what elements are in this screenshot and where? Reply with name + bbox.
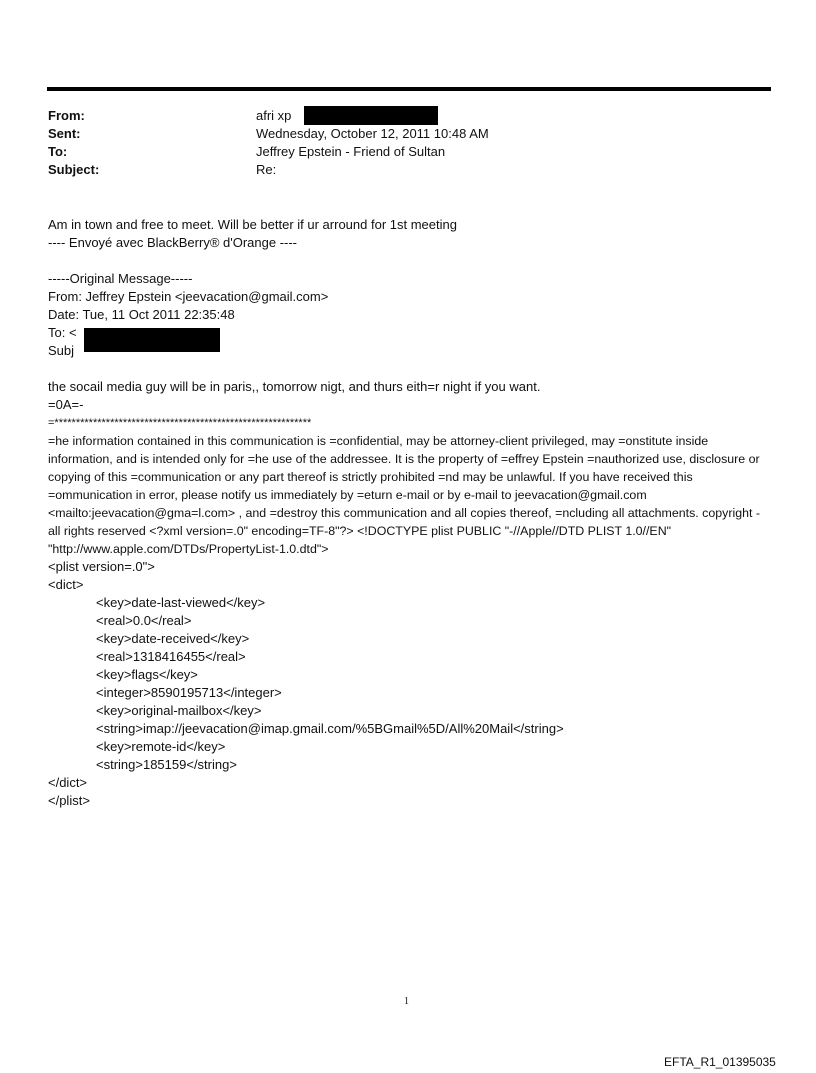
- page-number: 1: [404, 996, 409, 1007]
- plist-line: <string>185159</string>: [96, 757, 237, 772]
- signature-line: ---- Envoyé avec BlackBerry® d'Orange ----: [48, 235, 298, 250]
- original-to: To: <: [48, 325, 77, 340]
- plist-line: <real>1318416455</real>: [96, 649, 246, 664]
- redaction-box: [84, 328, 220, 352]
- to-value: Jeffrey Epstein - Friend of Sultan: [256, 144, 446, 159]
- plist-line: <key>flags</key>: [96, 667, 198, 682]
- header-rule: [47, 87, 771, 91]
- from-label: From:: [48, 108, 85, 123]
- original-from: From: Jeffrey Epstein <jeevacation@gmail.com>: [48, 289, 329, 304]
- plist-line: <key>date-received</key>: [96, 631, 250, 646]
- plist-line: <key>date-last-viewed</key>: [96, 595, 266, 610]
- reply-line: Am in town and free to meet. Will be better if ur arround for 1st meeting: [48, 217, 457, 232]
- plist-line: <string>imap://jeevacation@imap.gmail.com/%5BGmail%5D/All%20Mail</string>: [96, 721, 564, 736]
- sent-value: Wednesday, October 12, 2011 10:48 AM: [256, 126, 489, 141]
- dict-open-tag: <dict>: [48, 577, 84, 592]
- message-text: the socail media guy will be in paris,, tomorrow nigt, and thurs eith=r night if you want.: [48, 379, 541, 394]
- sent-label: Sent:: [48, 126, 81, 141]
- from-value: afri xp: [256, 108, 292, 123]
- subject-value: Re:: [256, 162, 277, 177]
- plist-line: <integer>8590195713</integer>: [96, 685, 282, 700]
- original-message-header: -----Original Message-----: [48, 271, 193, 286]
- original-date: Date: Tue, 11 Oct 2011 22:35:48: [48, 307, 235, 322]
- dict-close-tag: </dict>: [48, 775, 88, 790]
- bates-number: EFTA_R1_01395035: [664, 1055, 776, 1069]
- to-label: To:: [48, 144, 68, 159]
- plist-line: <real>0.0</real>: [96, 613, 192, 628]
- plist-close-tag: </plist>: [48, 793, 90, 808]
- redaction-box: [304, 106, 438, 125]
- subject-label: Subject:: [48, 162, 100, 177]
- encoding-line: =0A=-: [48, 397, 84, 412]
- plist-line: <key>original-mailbox</key>: [96, 703, 262, 718]
- plist-line: <key>remote-id</key>: [96, 739, 226, 754]
- encoding-asterisks: =************************************************************: [48, 417, 312, 429]
- disclaimer-paragraph: =he information contained in this communication is =confidential, may be attorney-client privileged, may =onstitute inside information, and is intended only for =he use of the addressee. It is the property of =effrey Epstein =nauthorized use, disclosure or copying of this =communication or any part thereof is strictly prohibited =nd may be unlawful. If you have received this =ommunication in error, please notify us immediately by =eturn e-mail or by e-mail to jeevacation@gmail.com <mailto:jeevacation@gma=l.com> , and =destroy this communication and all copies thereof, =ncluding all attachments. copyright -all rights reserved <?xml version=.0" encoding=TF-8"?> <!DOCTYPE plist PUBLIC "-//Apple//DTD PLIST 1.0//EN" "http://www.apple.com/DTDs/PropertyList-1.0.dtd">: [48, 434, 760, 556]
- plist-open-tag: <plist version=.0">: [48, 559, 155, 574]
- original-subject: Subj: [48, 343, 75, 358]
